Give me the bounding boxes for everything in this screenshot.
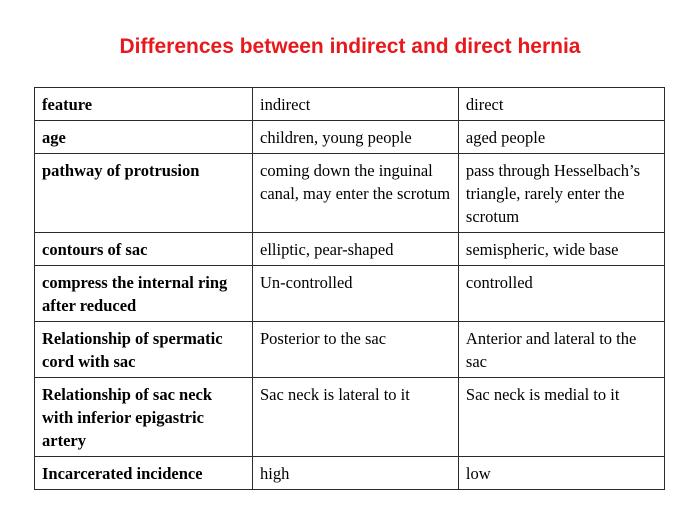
direct-cell: semispheric, wide base [458, 233, 664, 266]
table-row [35, 154, 665, 233]
direct-cell: controlled [458, 266, 664, 322]
feature-cell: contours of sac [35, 233, 253, 266]
indirect-cell: Posterior to the sac [253, 322, 459, 378]
table-row [35, 233, 665, 266]
indirect-cell: Sac neck is lateral to it [253, 378, 459, 457]
feature-cell: age [35, 121, 253, 154]
comparison-table [34, 87, 665, 490]
indirect-cell: high [253, 457, 459, 490]
feature-cell: Relationship of sac neck with inferior epigastric artery [35, 378, 253, 457]
table-row [35, 88, 665, 121]
table-row [35, 322, 665, 378]
direct-cell: low [458, 457, 664, 490]
indirect-cell: indirect [253, 88, 459, 121]
table-row [35, 378, 665, 457]
direct-cell: direct [458, 88, 664, 121]
indirect-cell: children, young people [253, 121, 459, 154]
slide-title: Differences between indirect and direct hernia [119, 35, 581, 58]
direct-cell: aged people [458, 121, 664, 154]
direct-cell: pass through Hesselbach’s triangle, rarely enter the scrotum [458, 154, 664, 233]
indirect-cell: elliptic, pear-shaped [253, 233, 459, 266]
direct-cell: Anterior and lateral to the sac [458, 322, 664, 378]
feature-cell: pathway of protrusion [35, 154, 253, 233]
table-row [35, 121, 665, 154]
feature-cell: Relationship of spermatic cord with sac [35, 322, 253, 378]
table-row [35, 266, 665, 322]
feature-cell: compress the internal ring after reduced [35, 266, 253, 322]
indirect-cell: coming down the inguinal canal, may enter the scrotum [253, 154, 459, 233]
table-row [35, 457, 665, 490]
direct-cell: Sac neck is medial to it [458, 378, 664, 457]
indirect-cell: Un-controlled [253, 266, 459, 322]
feature-cell: Incarcerated incidence [35, 457, 253, 490]
feature-cell: feature [35, 88, 253, 121]
